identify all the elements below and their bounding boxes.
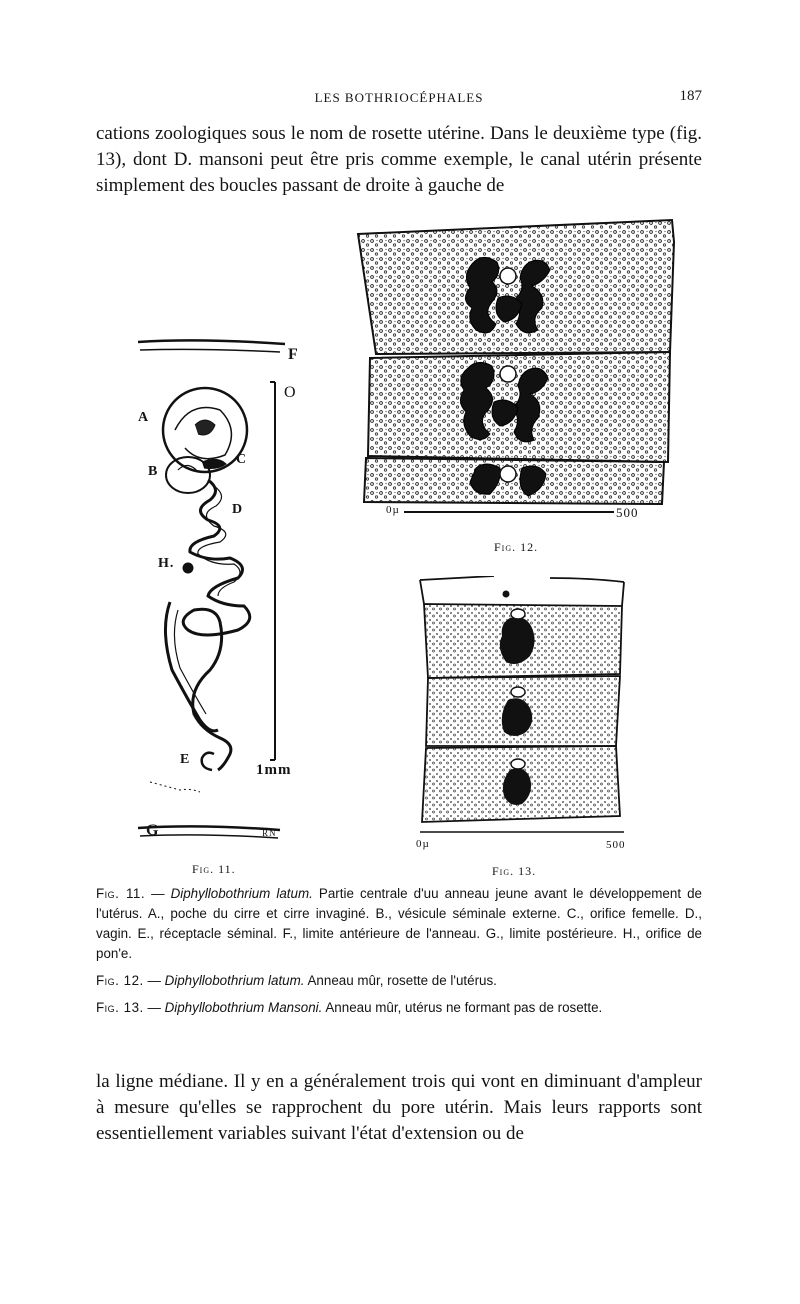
fig12-label: Fig. 12. bbox=[494, 540, 539, 554]
fig13-scale-start: 0µ bbox=[416, 838, 430, 850]
fig11-letter-o: O bbox=[284, 384, 297, 401]
body-text-top: cations zoologiques sous le nom de rosette utérine. Dans le deuxième type (fig. 13), dont D. mansoni peut être pris comme exemple, le canal utérin présente simplement des boucles passant de droite à gauche de bbox=[96, 123, 702, 196]
caption-fig12: Fig. 12. — Diphyllobothrium latum. Anneau mûr, rosette de l'utérus. bbox=[96, 973, 497, 988]
fig11-letter-f: F bbox=[288, 346, 299, 363]
fig11-scale-label: 1mm bbox=[256, 762, 292, 778]
figure-12-drawing bbox=[352, 212, 682, 520]
fig12-scale-start: 0µ bbox=[386, 504, 400, 516]
caption-label: Fig. 13. bbox=[96, 1000, 144, 1015]
running-title: LES BOTHRIOCÉPHALES bbox=[314, 90, 484, 105]
fig13-scale-end: 500 bbox=[606, 839, 626, 851]
caption-text: Anneau mûr, rosette de l'utérus. bbox=[307, 973, 497, 988]
caption-text: Anneau mûr, utérus ne formant pas de rosette. bbox=[325, 1000, 603, 1015]
figure-captions bbox=[96, 884, 702, 1025]
fig11-letter-b: B bbox=[148, 464, 159, 479]
caption-fig11: Fig. 11. — Diphyllobothrium latum. Partie centrale d'uu anneau jeune avant le développement de l'utérus. A., poche du cirre et cirre invaginé. B., vésicule séminale externe. C., orifice femelle. D., vagin. E., réceptacle séminal. F., limite antérieure de l'anneau. G., limite postérieure. H., orifice de pon'e. bbox=[96, 886, 702, 961]
fig11-letter-h: H. bbox=[158, 556, 175, 571]
body-paragraph-top bbox=[96, 121, 702, 199]
fig11-letter-c: C bbox=[236, 452, 248, 467]
caption-fig13: Fig. 13. — Diphyllobothrium Mansoni. Anneau mûr, utérus ne formant pas de rosette. bbox=[96, 1000, 603, 1015]
fig11-letter-e: E bbox=[180, 752, 191, 767]
caption-title: Diphyllobothrium latum. bbox=[170, 886, 313, 901]
body-text-bottom: la ligne médiane. Il y en a généralement trois qui vont en diminuant d'ampleur à mesure qu'elles se rapprochent du pore utérin. Mais leurs rapports sont essentiellement variables suivant l'état d'extension ou de bbox=[96, 1071, 702, 1144]
fig11-initials: RN bbox=[262, 828, 277, 838]
page-number: 187 bbox=[679, 88, 702, 104]
fig13-label: Fig. 13. bbox=[492, 864, 537, 878]
fig11-label: Fig. 11. bbox=[192, 862, 236, 876]
running-header bbox=[96, 88, 702, 108]
caption-text: Partie centrale d'uu anneau jeune avant le développement de l'utérus. A., poche du cirre et cirre invaginé. B., vésicule séminale externe. C., orifice femelle. D., vagin. E., réceptacle séminal. F., limite antérieure de l'anneau. G., limite postérieure. H., orifice de pon'e. bbox=[96, 886, 702, 961]
fig11-letter-g: G bbox=[146, 822, 160, 839]
caption-title: Diphyllobothrium latum. bbox=[164, 973, 305, 988]
caption-label: Fig. 12. bbox=[96, 973, 144, 988]
fig12-scale-end: 500 bbox=[616, 505, 639, 520]
caption-label: Fig. 11. bbox=[96, 886, 146, 901]
figure-13-drawing bbox=[414, 576, 630, 846]
body-paragraph-bottom bbox=[96, 1069, 702, 1147]
fig11-letter-a: A bbox=[138, 410, 150, 425]
caption-title: Diphyllobothrium Mansoni. bbox=[164, 1000, 323, 1015]
fig11-letter-d: D bbox=[232, 502, 244, 517]
